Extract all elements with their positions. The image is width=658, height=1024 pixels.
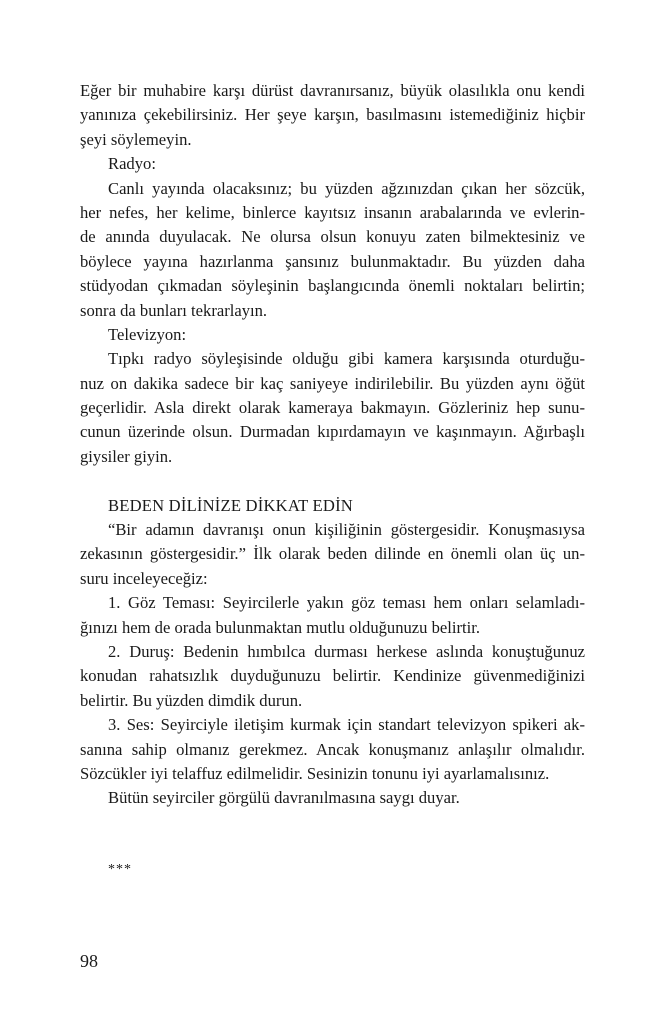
text-line: sanına sahip olmanız gerekmez. Ancak konuşmanız anlaşılır olmalıdır. [80,739,585,759]
paragraph-voice [80,713,585,786]
text-line: ğınızı hem de orada bulunmaktan mutlu olduğunuzu belirtir. [80,617,481,637]
paragraph-television [80,347,585,469]
text-line: her nefes, her kelime, binlerce kayıtsız insanın arabalarında ve evlerin- [80,202,585,222]
text-line: 3. Ses: Seyirciyle iletişim kurmak için standart televizyon spikeri ak- [108,715,585,735]
television-label: Televizyon: [108,324,187,344]
paragraph-eye-contact [80,591,585,640]
text-line: Tıpkı radyo söyleşisinde olduğu gibi kamera karşısında oturduğu- [108,349,585,369]
text-line: giysiler giyin. [80,446,173,466]
section-spacer [80,835,585,858]
text-line: stüdyodan çıkmadan söyleşinin başlangıcında önemli noktaları belirtin; [80,276,585,296]
text-line: Canlı yayında olacaksınız; bu yüzden ağzınızdan çıkan her sözcük, [108,178,585,198]
paragraph-intro [80,79,585,152]
text-line: de anında duyulacak. Ne olursa olsun konuyu zaten bilmektesiniz ve [80,227,585,247]
text-line: nuz on dakika sadece bir kaç saniyeye indirilebilir. Bu yüzden aynı öğüt [80,373,585,393]
text-line: geçerlidir. Asla direkt olarak kameraya bakmayın. Gözleriniz hep sunu- [80,398,585,418]
section-heading: BEDEN DİLİNİZE DİKKAT EDİN [108,495,353,515]
text-line: zekasının göstergesidir.” İlk olarak beden dilinde en önemli olan üç un- [80,544,585,564]
radio-label: Radyo: [108,154,156,174]
text-line: böylece yayına hazırlanma şansınız bulunmaktadır. Bu yüzden daha [80,251,585,271]
text-line: 2. Duruş: Bedenin hımbılca durması herkese aslında konuştuğunuz [108,641,585,661]
text-line: cunun üzerinde olsun. Durmadan kıpırdamayın ve kaşınmayın. Ağırbaşlı [80,422,585,442]
text-line: 1. Göz Teması: Seyircilerle yakın göz teması hem onları selamladı- [108,593,585,613]
text-line: Bütün seyirciler görgülü davranılmasına saygı duyar. [108,788,460,808]
page-body [80,79,585,883]
paragraph-quote [80,518,585,591]
section-separator: *** [108,862,132,878]
paragraph-radio [80,177,585,323]
text-line: suru inceleyeceğiz: [80,568,208,588]
text-line: yanınıza çekebilirsiniz. Her şeye karşın, basılmasını istemediğiniz hiçbir [80,105,585,125]
text-line: Sözcükler iyi telaffuz edilmelidir. Sesinizin tonunu iyi ayarlamalısınız. [80,763,550,783]
text-line: sonra da bunları tekrarlayın. [80,300,268,320]
page-number: 98 [80,951,98,971]
paragraph-posture [80,640,585,713]
section-spacer [80,811,585,835]
paragraph-closing [80,786,585,810]
section-spacer [80,469,585,493]
text-line: belirtir. Bu yüzden dimdik durun. [80,690,303,710]
text-line: Eğer bir muhabire karşı dürüst davranırsanız, büyük olasılıkla onu kendi [80,81,585,100]
text-line: konudan rahatsızlık duyduğunuzu belirtir. Kendinize güvenmediğinizi [80,666,585,686]
text-line: “Bir adamın davranışı onun kişiliğinin göstergesidir. Konuşmasıysa [108,520,585,540]
text-line: şeyi söylemeyin. [80,129,192,149]
